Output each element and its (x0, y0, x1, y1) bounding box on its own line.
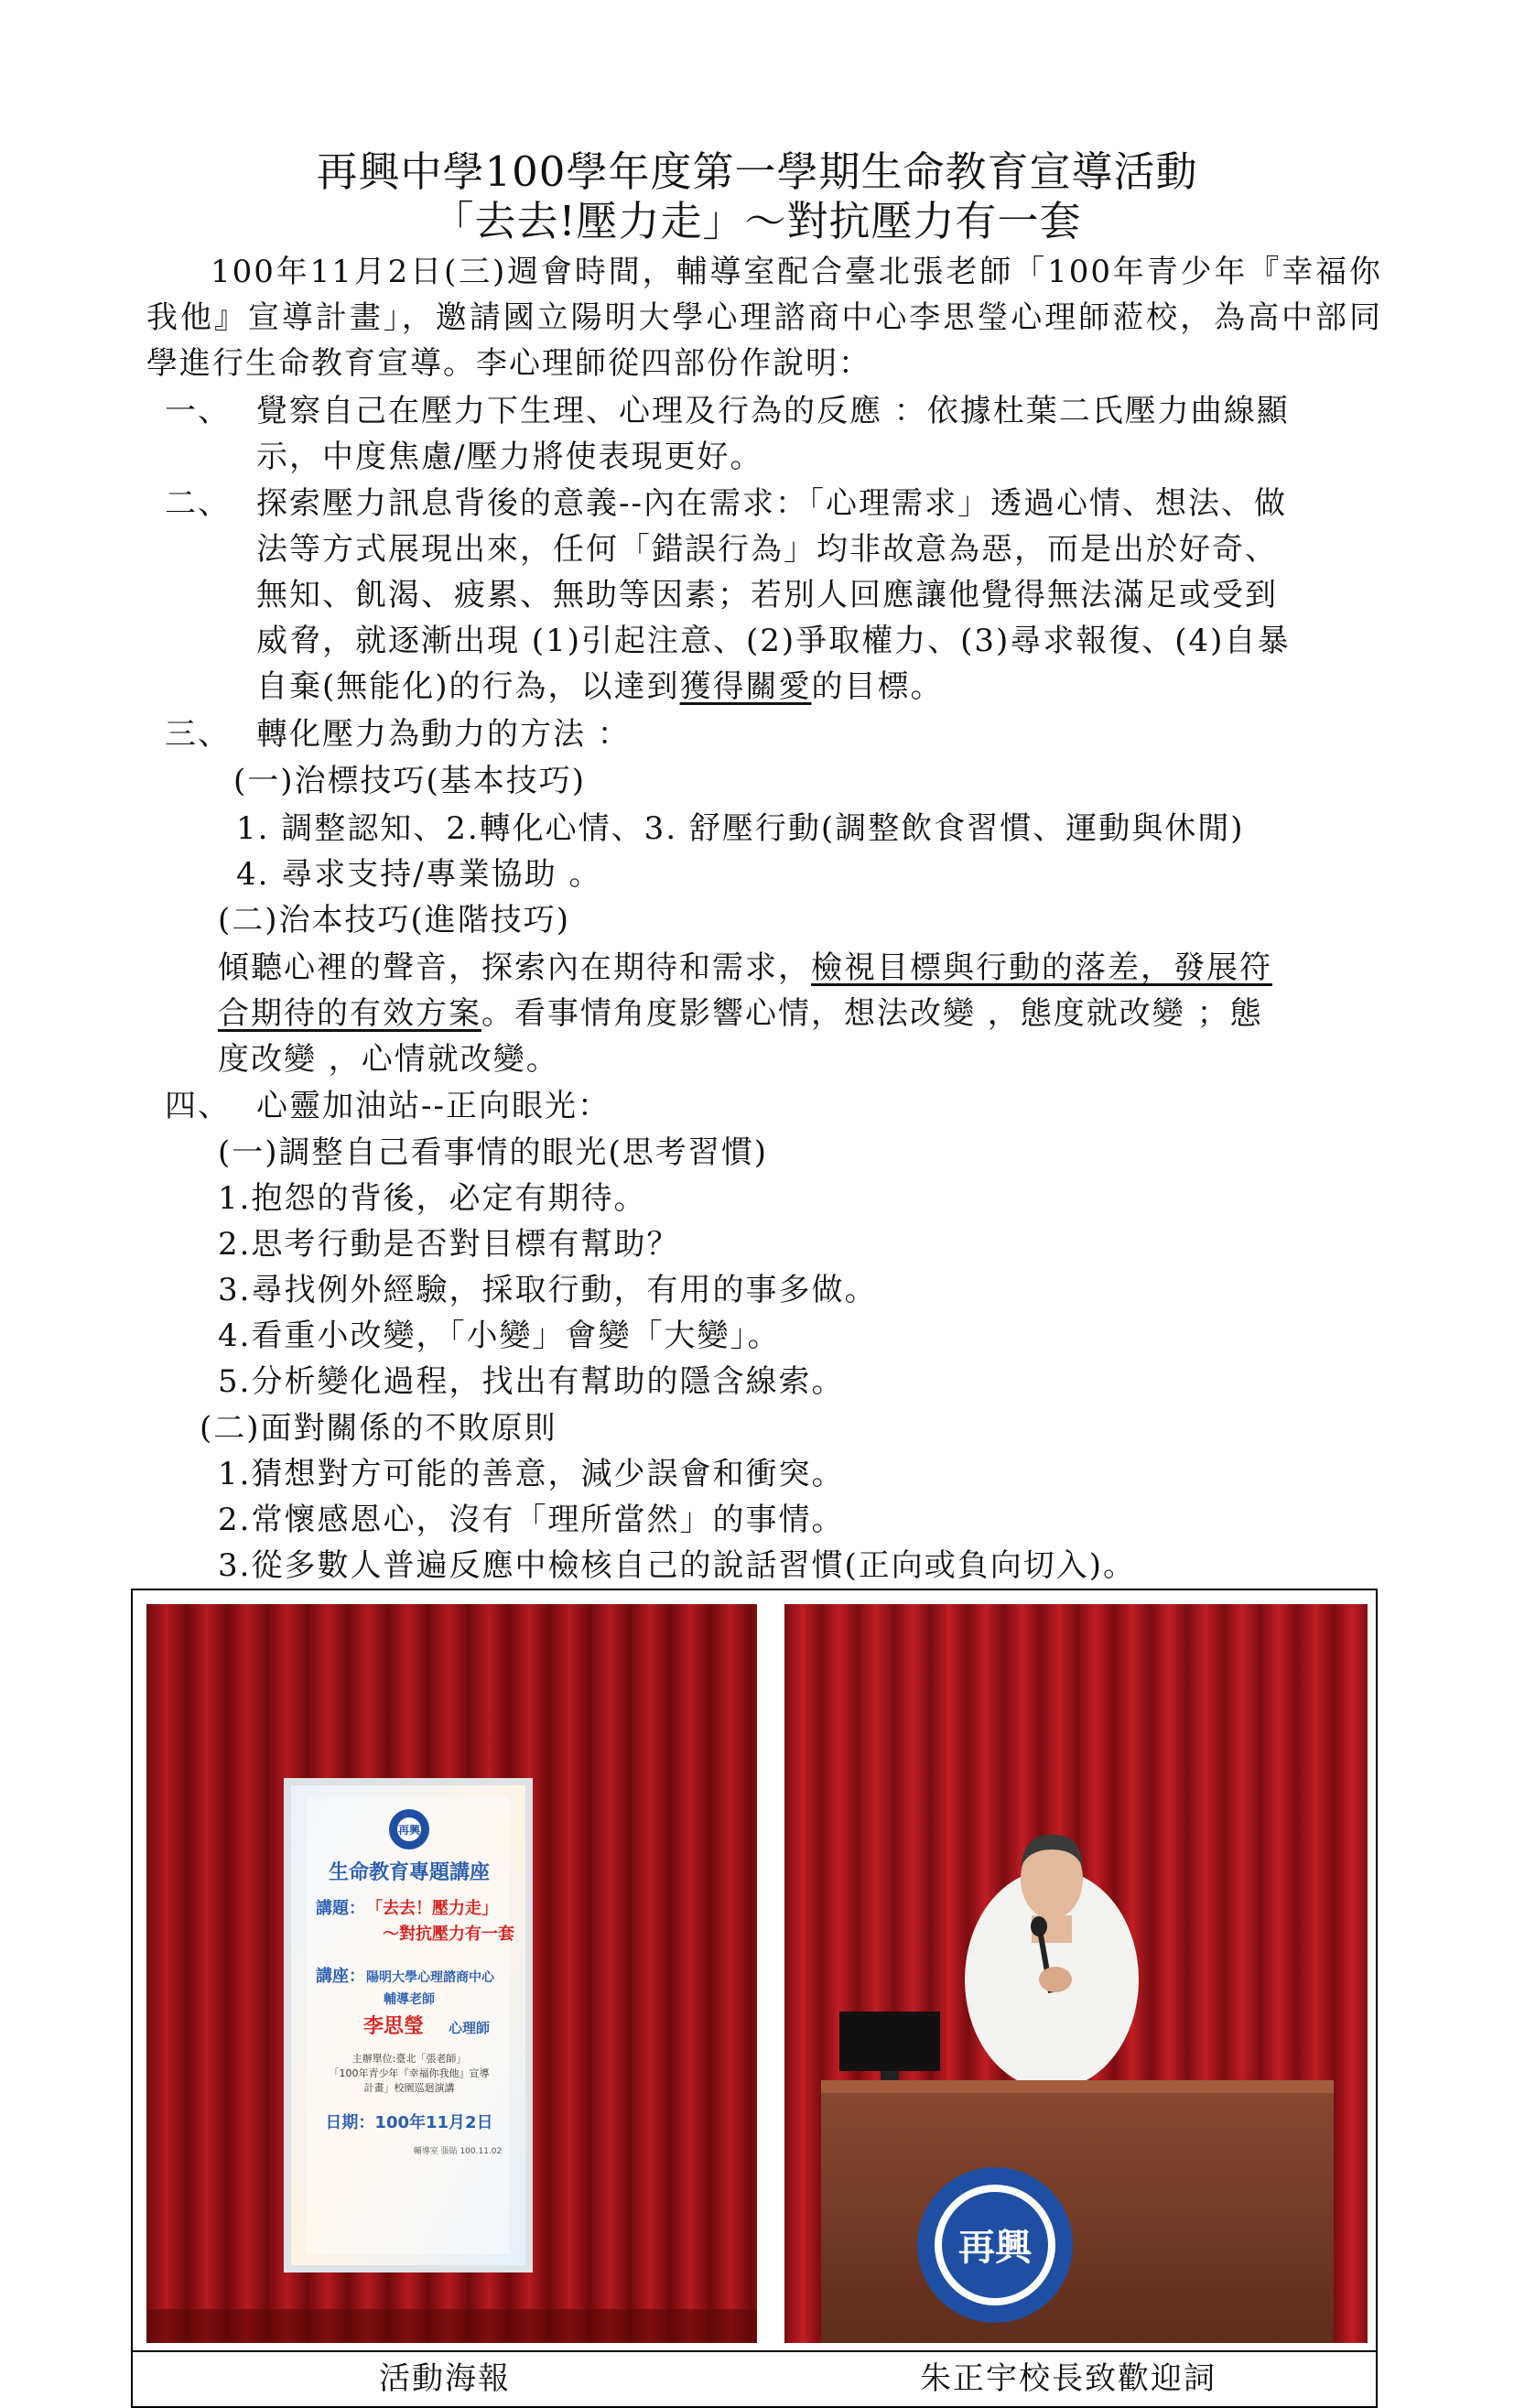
section2-line: 法等方式展現出來，任何「錯誤行為」均非故意為惡，而是出於好奇、 (256, 531, 1278, 568)
section3-sub-heading: (二)治本技巧(進階技巧) (218, 902, 571, 938)
section4-item: 1.抱怨的背後，必定有期待。 (218, 1180, 647, 1217)
section3-heading: 轉化壓力為動力的方法 ： (256, 716, 631, 753)
poster-heading: 生命教育專題講座 (328, 1861, 491, 1884)
section2-text: 自棄(無能化)的行為，以達到 (256, 668, 680, 705)
section2-underlined-text: 獲得關愛 (679, 668, 812, 705)
section4-item: 3.尋找例外經驗，採取行動，有用的事多做。 (218, 1272, 878, 1308)
poster-topic-label: 講題： (316, 1899, 365, 1918)
section3-text: 度改變 ，心情就改變。 (218, 1041, 559, 1078)
speaker-photo-image (784, 1604, 1368, 2343)
section1-line: 覺察自己在壓力下生理、心理及行為的反應 ：依據杜葉二氏壓力曲線顯 (256, 393, 1290, 429)
speaker-caption: 朱正宇校長致歡迎詞 (920, 2360, 1217, 2397)
poster-caption: 活動海報 (379, 2360, 511, 2397)
poster-topic-line2: ～對抗壓力有一套 (383, 1925, 514, 1944)
section3-item: 4. 尋求支持/專業協助 。 (236, 856, 602, 893)
poster-speaker-name: 李思瑩 (362, 2015, 425, 2038)
section4-item: 3.從多數人普遍反應中檢核自己的說話習慣(正向或負向切入)。 (218, 1547, 1136, 1584)
section4-item: 4.看重小改變，「小變」會變「大變」。 (218, 1318, 781, 1354)
poster-speaker-title: 心理師 (449, 2020, 491, 2036)
poster-date: 日期：100年11月2日 (325, 2113, 493, 2132)
speaker-photo (784, 1604, 1368, 2343)
section3-underlined-text: 合期待的有效方案 (218, 995, 481, 1032)
page-title: 再興中學100學年度第一學期生命教育宣導活動 (316, 147, 1198, 196)
photo-table (131, 1589, 1378, 2408)
intro-paragraph: 100年11月2日(三)週會時間，輔導室配合臺北張老師「100年青少年『幸福你我他』宣導計畫」，邀請國立陽明大學心理諮商中心李思瑩心理師蒞校，為高中部同學進行生命教育宣導。李心理師從四部份作說明： (146, 254, 1382, 382)
poster-host-line: 主辦單位:臺北「張老師」 (351, 2053, 467, 2065)
section4-item: 2.思考行動是否對目標有幫助？ (218, 1226, 680, 1263)
section2-line (256, 664, 944, 710)
section2-number: 二、 (165, 485, 231, 522)
poster-stamp: 輔導室 張貼 100.11.02 (413, 2147, 503, 2156)
poster-speaker-role: 輔導老師 (384, 1992, 435, 2007)
poster-logo-text: 再興 (397, 1824, 421, 1837)
section4-item: 2.常懷感恩心，沒有「理所當然」的事情。 (218, 1502, 845, 1538)
section1-number: 一、 (165, 393, 231, 429)
section4-item: 1.猜想對方可能的善意，減少誤會和衝突。 (218, 1456, 845, 1492)
section2-line: 威脅，就逐漸出現 (1)引起注意、(2)爭取權力、(3)尋求報復、(4)自暴 (256, 623, 1291, 659)
section3-underlined-text: 檢視目標與行動的落差，發展符 (811, 949, 1272, 986)
page-subtitle: 「去去!壓力走」～對抗壓力有一套 (432, 197, 1082, 245)
monitor-icon (839, 2012, 940, 2071)
poster-speaker-label: 講座： (316, 1967, 365, 1986)
poster-topic-line1: 「去去！壓力走」 (366, 1899, 498, 1918)
section3-text (218, 991, 1263, 1036)
section3-item: 1. 調整認知、2.轉化心情、3. 舒壓行動(調整飲食習慣、運動與休閒) (236, 810, 1245, 847)
section4-item: 5.分析變化過程，找出有幫助的隱含線索。 (218, 1363, 845, 1400)
section4-heading: 心靈加油站--正向眼光： (256, 1088, 611, 1124)
section4-number: 四、 (165, 1088, 231, 1124)
poster-photo (146, 1604, 757, 2343)
poster-host-line: 計畫」校園巡迴演講 (363, 2082, 455, 2094)
podium-logo-text: 再興 (958, 2227, 1032, 2269)
section3-sub-heading: (一)治標技巧(基本技巧) (233, 763, 587, 799)
section2-line: 探索壓力訊息背後的意義--內在需求：「心理需求」透過心情、想法、做 (256, 485, 1287, 522)
poster-speaker-org: 陽明大學心理諮商中心 (366, 1970, 494, 1985)
section4-sub-heading: (二)面對關係的不敗原則 (200, 1410, 557, 1447)
poster-photo-image (146, 1604, 757, 2343)
section3-text (218, 945, 1272, 991)
section3-text-part: 傾聽心裡的聲音，探索內在期待和需求， (218, 949, 811, 986)
podium (821, 2080, 1334, 2343)
poster-host-line: 「100年青少年『幸福你我他』宣導 (329, 2067, 490, 2079)
section3-text-part: 。看事情角度影響心情，想法改變 ，態度就改變 ；態 (481, 995, 1263, 1032)
section2-text: 的目標。 (811, 668, 944, 705)
section2-line: 無知、飢渴、疲累、無助等因素；若別人回應讓他覺得無法滿足或受到 (256, 577, 1278, 613)
section4-sub-heading: (一)調整自己看事情的眼光(思考習慣) (218, 1134, 769, 1171)
section1-line: 示，中度焦慮/壓力將使表現更好。 (256, 439, 763, 475)
section3-number: 三、 (165, 716, 231, 753)
